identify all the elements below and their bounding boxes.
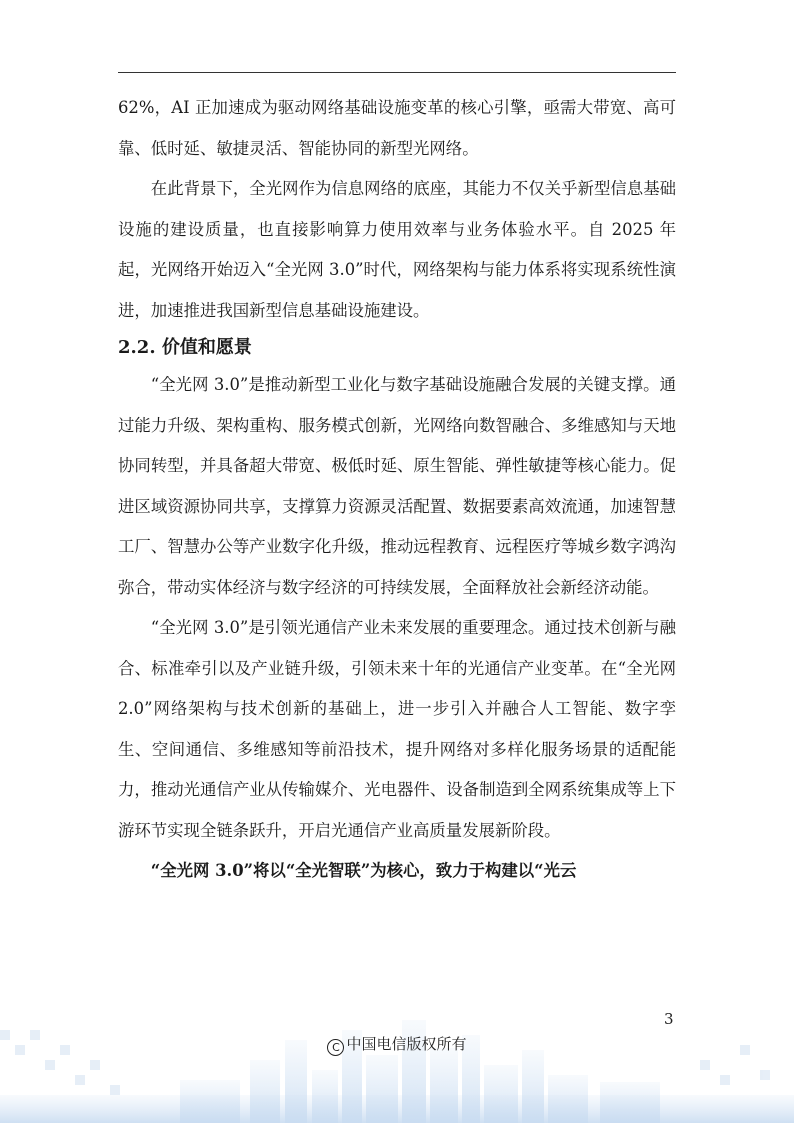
document-body [118,88,676,892]
copyright-footer [0,1033,794,1056]
header-rule [118,72,676,73]
section-heading [118,331,676,365]
section-title: 价值和愿景 [161,337,252,358]
paragraph-vision: “全光网 3.0”是引领光通信产业未来发展的重要理念。通过技术创新与融合、标准牵引以及产业链升级，引领未来十年的光通信产业变革。在“全光网 2.0”网络架构与技术创新的基础上，进一步引入并融合人工智能、数字孪生、空间通信、多维感知等前沿技术，提升网络对多样化服务场景的适配能力，推动光通信产业从传输媒介、光电器件、设备制造到全网系统集成等上下游环节实现全链条跃升，开启光通信产业高质量发展新阶段。 [118,618,676,840]
paragraph-core [118,851,676,892]
paragraph-background: 在此背景下，全光网作为信息网络的底座，其能力不仅关乎新型信息基础设施的建设质量，也直接影响算力使用效率与业务体验水平。自 2025 年起，光网络开始迈入“全光网 3.0”时代，网络架构与能力体系将实现系统性演进，加速推进我国新型信息基础设施建设。 [118,179,676,320]
skyline-watermark [0,1000,794,1123]
paragraph-core-lead: “全光网 3.0” [150,861,254,880]
page-number: 3 [664,1010,674,1028]
section-number: 2.2. [118,337,156,358]
paragraph-value: “全光网 3.0”是推动新型工业化与数字基础设施融合发展的关键支撑。通过能力升级、架构重构、服务模式创新，光网络向数智融合、多维感知与天地协同转型，并具备超大带宽、极低时延、原生智能、弹性敏捷等核心能力。促进区域资源协同共享，支撑算力资源灵活配置、数据要素高效流通，加速智慧工厂、智慧办公等产业数字化升级，推动远程教育、远程医疗等城乡数字鸿沟弥合，带动实体经济与数字经济的可持续发展，全面释放社会新经济动能。 [118,375,676,597]
paragraph-core-rest: 将以“全光智联”为核心，致力于构建以“光云 [253,861,577,880]
copyright-text: 中国电信版权所有 [346,1035,467,1053]
paragraph-continued: 62%，AI 正加速成为驱动网络基础设施变革的核心引擎，亟需大带宽、高可靠、低时延、敏捷灵活、智能协同的新型光网络。 [118,98,676,158]
copyright-icon: C [327,1039,344,1056]
